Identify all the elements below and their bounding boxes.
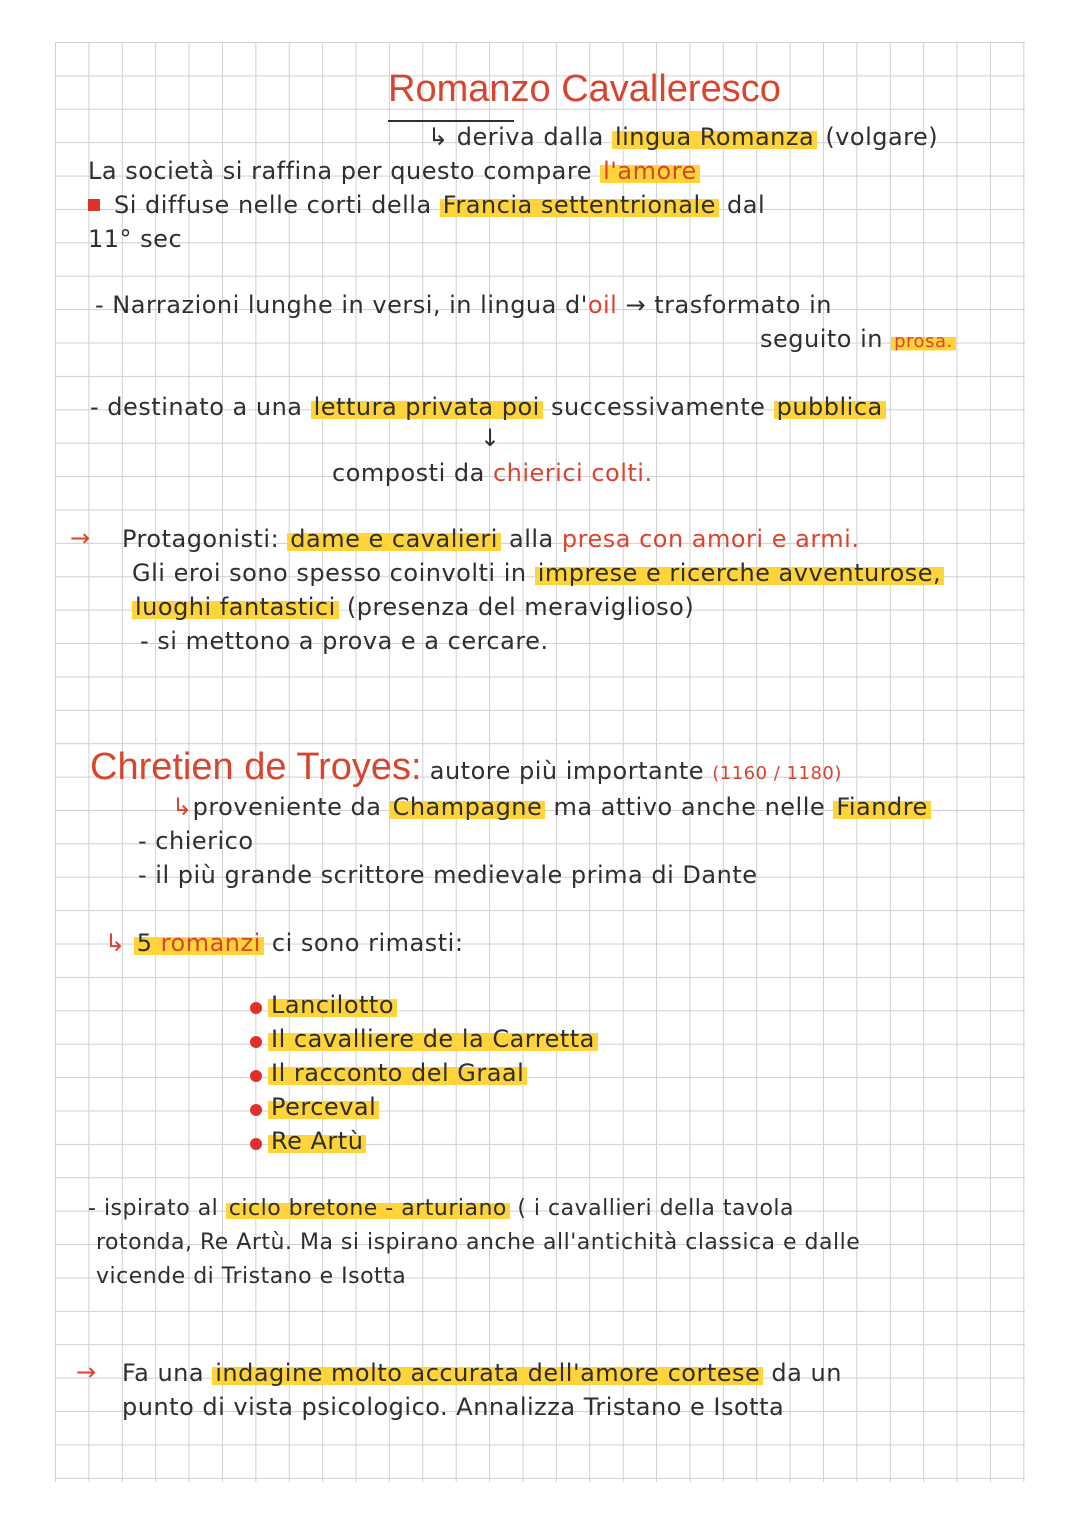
ispirato-line: - ispirato al ciclo bretone - arturiano ( i cavallieri della tavola [88, 1196, 795, 1221]
destinato-line: - destinato a una lettura privata poi successivamente pubblica [90, 392, 886, 422]
dash-icon: - [90, 393, 108, 421]
proveniente-line: ↳proveniente da Champagne ma attivo anche nelle Fiandre [172, 792, 931, 822]
fiandre-highlight: Fiandre [833, 793, 930, 821]
ciclo-highlight: ciclo bretone - arturiano [226, 1196, 510, 1221]
arrow-sub-icon: ↳ [428, 123, 457, 151]
luoghi-line: luoghi fantastici (presenza del meraviglioso) [132, 592, 694, 622]
arrow-right-icon: → [70, 524, 91, 552]
work-item: Il cavalliere de la Carretta [268, 1024, 598, 1054]
work-item: Re Artù [268, 1126, 366, 1156]
lingua-romanza: lingua Romanza [612, 123, 817, 151]
chierico-line: - chierico [138, 827, 254, 855]
deriva-line: ↳ deriva dalla lingua Romanza (volgare) [428, 123, 939, 151]
prosa-highlight: prosa. [891, 331, 956, 352]
arrow-right-icon: → [76, 1358, 97, 1386]
date-text: (1160 / 1180) [712, 763, 842, 784]
champagne-highlight: Champagne [390, 793, 546, 821]
bullet-dot-icon [250, 1104, 262, 1116]
arrow-down-icon: ↓ [480, 424, 501, 452]
dash-icon: - [88, 1196, 104, 1221]
bullet-dot-icon [250, 1070, 262, 1082]
work-item: Il racconto del Graal [268, 1058, 527, 1088]
arrow-right-icon: → [625, 291, 655, 319]
seguito-line: seguito in prosa. [760, 324, 956, 357]
arrow-sub-icon: ↳ [105, 929, 134, 957]
diffuse-line: Si diffuse nelle corti della Francia settentrionale dal [88, 190, 765, 220]
bullet-dot-icon [250, 1002, 262, 1014]
chretien-line: Chretien de Troyes: autore più importante (1160 / 1180) [90, 746, 842, 788]
bullet-dot-icon [250, 1036, 262, 1048]
luoghi-highlight: luoghi fantastici [132, 593, 339, 621]
square-bullet-icon [88, 199, 100, 211]
oil-text: oil [587, 291, 618, 319]
narrazioni-line: - Narrazioni lunghe in versi, in lingua d'oil → trasformato in [95, 291, 832, 319]
work-item: Perceval [268, 1092, 379, 1122]
secolo-text: 11° sec [88, 225, 183, 253]
dash-icon: - [138, 827, 156, 855]
dash-icon: - [95, 291, 113, 319]
dame-highlight: dame e cavalieri [287, 525, 501, 553]
arrow-sub-icon: ↳ [172, 793, 193, 821]
scrittore-line: - il più grande scrittore medievale prima di Dante [138, 861, 758, 889]
ispirato-line2: rotonda, Re Artù. Ma si ispirano anche all'antichità classica e dalle [96, 1230, 861, 1255]
dash-icon: - [138, 861, 156, 889]
privata-highlight: lettura privata poi [311, 393, 543, 421]
imprese-highlight: imprese e ricerche avventurose, [535, 559, 944, 587]
chierici-text: chierici colti. [492, 459, 653, 487]
indagine-line2: punto di vista psicologico. Annalizza Tristano e Isotta [122, 1393, 785, 1421]
author-name: Chretien de Troyes: [90, 746, 422, 788]
romanzi-line: ↳ 5 romanzi ci sono rimasti: [105, 929, 464, 957]
page-title: Romanzo Cavalleresco [388, 68, 781, 110]
amore-highlight: l'amore [600, 157, 700, 185]
dash-icon: - [140, 627, 158, 655]
romanzi-highlight: 5 romanzi [134, 929, 264, 957]
prova-line: - si mettono a prova e a cercare. [140, 627, 549, 655]
pubblica-highlight: pubblica [774, 393, 886, 421]
presa-text: presa con amori e armi. [561, 525, 860, 553]
societa-line: La società si raffina per questo compare l'amore [88, 156, 700, 186]
indagine-line: Fa una indagine molto accurata dell'amore cortese da un [122, 1359, 842, 1387]
work-item: Lancilotto [268, 990, 397, 1020]
bullet-dot-icon [250, 1138, 262, 1150]
francia-highlight: Francia settentrionale [440, 191, 719, 219]
protagonisti-line: Protagonisti: dame e cavalieri alla presa con amori e armi. [122, 525, 860, 553]
composti-line: composti da chierici colti. [332, 459, 653, 487]
eroi-line: Gli eroi sono spesso coinvolti in imprese e ricerche avventurose, [132, 558, 944, 588]
ispirato-line3: vicende di Tristano e Isotta [96, 1264, 407, 1289]
indagine-highlight: indagine molto accurata dell'amore cortese [212, 1359, 763, 1387]
